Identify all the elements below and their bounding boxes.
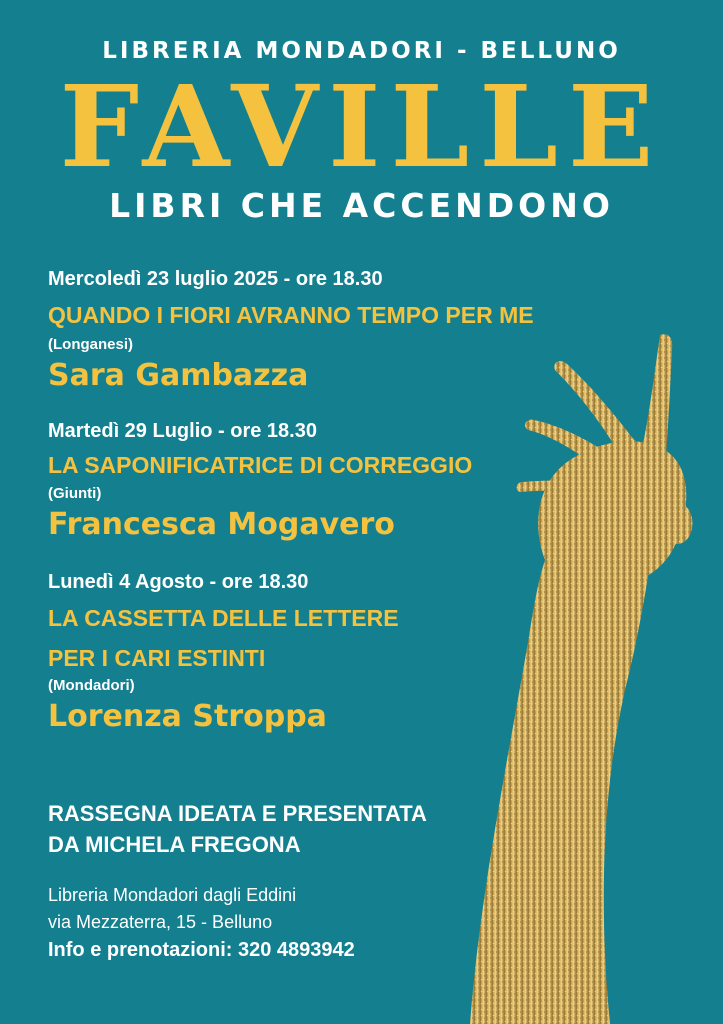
event-date: Mercoledì 23 luglio 2025 - ore 18.30 bbox=[48, 268, 383, 290]
venue-name: Libreria Mondadori dagli Eddini bbox=[48, 885, 297, 905]
event-publisher: (Mondadori) bbox=[48, 677, 135, 694]
poster-tagline: LIBRI CHE ACCENDONO bbox=[109, 186, 614, 225]
booking-info: Info e prenotazioni: 320 4893942 bbox=[48, 939, 355, 961]
header-subtitle: LIBRERIA MONDADORI - BELLUNO bbox=[102, 38, 621, 64]
event-book-title-line2: PER I CARI ESTINTI bbox=[48, 645, 266, 671]
golden-hand-image bbox=[450, 330, 723, 1024]
event-publisher: (Longanesi) bbox=[48, 336, 133, 353]
event-book-title: LA CASSETTA DELLE LETTERE bbox=[48, 605, 399, 631]
event-author: Sara Gambazza bbox=[48, 358, 309, 393]
event-author: Lorenza Stroppa bbox=[48, 699, 327, 734]
event-author: Francesca Mogavero bbox=[48, 507, 395, 542]
event-date: Martedì 29 Luglio - ore 18.30 bbox=[48, 420, 317, 442]
venue-address: via Mezzaterra, 15 - Belluno bbox=[48, 912, 273, 932]
event-publisher: (Giunti) bbox=[48, 485, 102, 502]
poster-title: FAVILLE bbox=[59, 62, 664, 193]
event-date: Lunedì 4 Agosto - ore 18.30 bbox=[48, 571, 309, 593]
event-book-title: QUANDO I FIORI AVRANNO TEMPO PER ME bbox=[48, 302, 534, 328]
curator-line1: RASSEGNA IDEATA E PRESENTATA bbox=[48, 801, 427, 826]
event-book-title: LA SAPONIFICATRICE DI CORREGGIO bbox=[48, 452, 473, 478]
curator-credit bbox=[48, 798, 427, 860]
curator-line2: DA MICHELA FREGONA bbox=[48, 832, 301, 857]
